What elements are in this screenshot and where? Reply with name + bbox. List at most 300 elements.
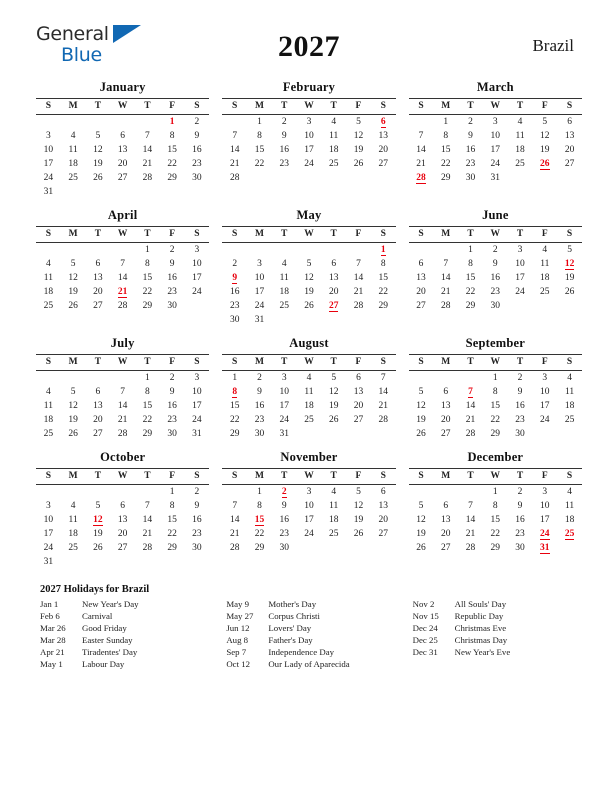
day-cell[interactable] (532, 129, 557, 143)
day-cell[interactable] (371, 485, 396, 500)
day-cell[interactable] (185, 413, 210, 427)
day-cell[interactable] (557, 413, 582, 427)
day-cell[interactable] (135, 371, 160, 386)
day-cell-holiday[interactable] (557, 257, 582, 271)
day-cell[interactable] (185, 271, 210, 285)
day-cell[interactable] (433, 115, 458, 130)
day-cell[interactable] (346, 499, 371, 513)
day-cell[interactable] (272, 285, 297, 299)
day-cell[interactable] (297, 513, 322, 527)
day-cell[interactable] (458, 243, 483, 258)
day-cell[interactable] (458, 527, 483, 541)
day-cell[interactable] (458, 427, 483, 441)
day-cell[interactable] (110, 541, 135, 555)
day-cell[interactable] (222, 299, 247, 313)
day-cell[interactable] (483, 371, 508, 386)
day-cell[interactable] (135, 499, 160, 513)
day-cell[interactable] (160, 541, 185, 555)
day-cell[interactable] (36, 513, 61, 527)
day-cell[interactable] (321, 371, 346, 386)
day-cell[interactable] (371, 157, 396, 171)
day-cell[interactable] (557, 115, 582, 130)
day-cell[interactable] (297, 399, 322, 413)
day-cell[interactable] (483, 527, 508, 541)
day-cell[interactable] (61, 499, 86, 513)
day-cell[interactable] (483, 129, 508, 143)
day-cell[interactable] (346, 485, 371, 500)
day-cell[interactable] (135, 157, 160, 171)
day-cell-holiday[interactable] (532, 157, 557, 171)
day-cell[interactable] (433, 513, 458, 527)
day-cell[interactable] (61, 171, 86, 185)
day-cell[interactable] (110, 499, 135, 513)
day-cell[interactable] (247, 371, 272, 386)
day-cell[interactable] (272, 413, 297, 427)
day-cell-holiday[interactable] (247, 513, 272, 527)
day-cell[interactable] (483, 243, 508, 258)
day-cell[interactable] (508, 427, 533, 441)
day-cell[interactable] (532, 499, 557, 513)
day-cell[interactable] (483, 115, 508, 130)
day-cell[interactable] (508, 385, 533, 399)
day-cell[interactable] (508, 271, 533, 285)
day-cell[interactable] (86, 499, 111, 513)
day-cell[interactable] (532, 399, 557, 413)
day-cell[interactable] (483, 299, 508, 313)
day-cell[interactable] (371, 499, 396, 513)
day-cell[interactable] (409, 513, 434, 527)
day-cell[interactable] (247, 413, 272, 427)
day-cell[interactable] (433, 171, 458, 185)
day-cell[interactable] (247, 399, 272, 413)
day-cell[interactable] (160, 271, 185, 285)
day-cell[interactable] (297, 485, 322, 500)
day-cell[interactable] (532, 115, 557, 130)
day-cell[interactable] (135, 427, 160, 441)
day-cell[interactable] (508, 129, 533, 143)
day-cell[interactable] (247, 143, 272, 157)
day-cell[interactable] (508, 257, 533, 271)
day-cell[interactable] (346, 129, 371, 143)
day-cell[interactable] (36, 271, 61, 285)
day-cell[interactable] (135, 257, 160, 271)
day-cell[interactable] (297, 385, 322, 399)
day-cell[interactable] (272, 129, 297, 143)
day-cell[interactable] (86, 157, 111, 171)
day-cell[interactable] (433, 413, 458, 427)
day-cell[interactable] (433, 129, 458, 143)
day-cell[interactable] (371, 371, 396, 386)
day-cell[interactable] (86, 143, 111, 157)
day-cell[interactable] (321, 485, 346, 500)
day-cell[interactable] (433, 427, 458, 441)
day-cell[interactable] (61, 271, 86, 285)
day-cell[interactable] (135, 385, 160, 399)
day-cell[interactable] (272, 257, 297, 271)
day-cell[interactable] (557, 143, 582, 157)
day-cell[interactable] (371, 413, 396, 427)
day-cell[interactable] (321, 143, 346, 157)
day-cell[interactable] (508, 499, 533, 513)
day-cell[interactable] (135, 171, 160, 185)
day-cell[interactable] (433, 299, 458, 313)
day-cell[interactable] (110, 399, 135, 413)
day-cell[interactable] (409, 541, 434, 555)
day-cell[interactable] (222, 285, 247, 299)
day-cell[interactable] (346, 271, 371, 285)
day-cell-holiday[interactable] (110, 285, 135, 299)
day-cell[interactable] (160, 527, 185, 541)
day-cell[interactable] (371, 385, 396, 399)
day-cell[interactable] (433, 385, 458, 399)
day-cell[interactable] (557, 285, 582, 299)
day-cell[interactable] (532, 257, 557, 271)
day-cell[interactable] (135, 271, 160, 285)
day-cell[interactable] (297, 413, 322, 427)
day-cell[interactable] (272, 371, 297, 386)
day-cell[interactable] (458, 399, 483, 413)
day-cell[interactable] (508, 143, 533, 157)
day-cell[interactable] (86, 541, 111, 555)
day-cell[interactable] (297, 371, 322, 386)
day-cell[interactable] (272, 385, 297, 399)
day-cell[interactable] (433, 143, 458, 157)
day-cell-holiday[interactable] (371, 115, 396, 130)
day-cell[interactable] (557, 371, 582, 386)
day-cell-holiday[interactable] (86, 513, 111, 527)
day-cell[interactable] (508, 527, 533, 541)
day-cell[interactable] (222, 499, 247, 513)
day-cell[interactable] (135, 513, 160, 527)
day-cell[interactable] (160, 499, 185, 513)
day-cell[interactable] (222, 413, 247, 427)
day-cell-holiday[interactable] (532, 541, 557, 555)
day-cell[interactable] (557, 271, 582, 285)
day-cell[interactable] (36, 257, 61, 271)
day-cell[interactable] (86, 413, 111, 427)
day-cell[interactable] (297, 299, 322, 313)
day-cell[interactable] (483, 513, 508, 527)
day-cell[interactable] (222, 371, 247, 386)
day-cell[interactable] (110, 513, 135, 527)
day-cell[interactable] (185, 371, 210, 386)
day-cell[interactable] (483, 143, 508, 157)
day-cell[interactable] (433, 541, 458, 555)
day-cell[interactable] (346, 115, 371, 130)
day-cell[interactable] (135, 413, 160, 427)
day-cell[interactable] (160, 129, 185, 143)
day-cell[interactable] (458, 143, 483, 157)
day-cell[interactable] (508, 485, 533, 500)
day-cell[interactable] (86, 527, 111, 541)
day-cell[interactable] (160, 285, 185, 299)
day-cell[interactable] (272, 143, 297, 157)
day-cell[interactable] (110, 385, 135, 399)
day-cell[interactable] (160, 413, 185, 427)
day-cell[interactable] (272, 299, 297, 313)
day-cell[interactable] (86, 129, 111, 143)
day-cell[interactable] (61, 427, 86, 441)
day-cell[interactable] (458, 257, 483, 271)
day-cell[interactable] (532, 413, 557, 427)
day-cell[interactable] (532, 243, 557, 258)
day-cell[interactable] (272, 513, 297, 527)
day-cell[interactable] (321, 499, 346, 513)
day-cell[interactable] (110, 527, 135, 541)
day-cell[interactable] (160, 385, 185, 399)
day-cell[interactable] (532, 485, 557, 500)
day-cell[interactable] (346, 385, 371, 399)
day-cell[interactable] (86, 399, 111, 413)
day-cell[interactable] (36, 555, 61, 569)
day-cell[interactable] (110, 257, 135, 271)
day-cell[interactable] (247, 541, 272, 555)
day-cell[interactable] (160, 485, 185, 500)
day-cell[interactable] (61, 157, 86, 171)
day-cell[interactable] (433, 399, 458, 413)
day-cell[interactable] (483, 271, 508, 285)
day-cell[interactable] (433, 527, 458, 541)
day-cell[interactable] (321, 513, 346, 527)
day-cell[interactable] (36, 171, 61, 185)
day-cell[interactable] (160, 399, 185, 413)
day-cell[interactable] (346, 371, 371, 386)
day-cell[interactable] (185, 485, 210, 500)
day-cell[interactable] (36, 143, 61, 157)
day-cell[interactable] (61, 129, 86, 143)
day-cell[interactable] (409, 299, 434, 313)
day-cell[interactable] (36, 285, 61, 299)
day-cell[interactable] (483, 399, 508, 413)
day-cell[interactable] (346, 527, 371, 541)
day-cell[interactable] (297, 257, 322, 271)
day-cell[interactable] (371, 257, 396, 271)
day-cell[interactable] (272, 499, 297, 513)
day-cell[interactable] (483, 285, 508, 299)
day-cell-holiday[interactable] (160, 115, 185, 130)
day-cell[interactable] (160, 143, 185, 157)
day-cell[interactable] (532, 513, 557, 527)
day-cell[interactable] (61, 513, 86, 527)
day-cell[interactable] (61, 385, 86, 399)
day-cell[interactable] (409, 129, 434, 143)
day-cell[interactable] (185, 399, 210, 413)
day-cell[interactable] (135, 527, 160, 541)
day-cell[interactable] (36, 385, 61, 399)
day-cell[interactable] (247, 427, 272, 441)
day-cell[interactable] (247, 527, 272, 541)
day-cell[interactable] (508, 399, 533, 413)
day-cell[interactable] (433, 271, 458, 285)
day-cell[interactable] (160, 171, 185, 185)
day-cell[interactable] (185, 115, 210, 130)
day-cell[interactable] (346, 157, 371, 171)
day-cell[interactable] (371, 143, 396, 157)
day-cell[interactable] (36, 427, 61, 441)
day-cell[interactable] (36, 299, 61, 313)
day-cell[interactable] (61, 527, 86, 541)
day-cell[interactable] (433, 499, 458, 513)
day-cell[interactable] (185, 541, 210, 555)
day-cell[interactable] (222, 527, 247, 541)
day-cell[interactable] (508, 243, 533, 258)
day-cell[interactable] (321, 285, 346, 299)
day-cell[interactable] (297, 285, 322, 299)
day-cell[interactable] (346, 413, 371, 427)
day-cell[interactable] (110, 413, 135, 427)
day-cell[interactable] (458, 129, 483, 143)
day-cell[interactable] (483, 427, 508, 441)
day-cell[interactable] (110, 271, 135, 285)
day-cell[interactable] (247, 115, 272, 130)
day-cell-holiday[interactable] (409, 171, 434, 185)
day-cell[interactable] (371, 399, 396, 413)
day-cell[interactable] (321, 399, 346, 413)
day-cell[interactable] (458, 115, 483, 130)
day-cell[interactable] (110, 427, 135, 441)
day-cell[interactable] (36, 129, 61, 143)
day-cell[interactable] (110, 129, 135, 143)
day-cell-holiday[interactable] (557, 527, 582, 541)
day-cell[interactable] (371, 129, 396, 143)
day-cell[interactable] (36, 413, 61, 427)
day-cell[interactable] (222, 399, 247, 413)
day-cell[interactable] (458, 299, 483, 313)
day-cell[interactable] (321, 413, 346, 427)
day-cell[interactable] (346, 285, 371, 299)
day-cell-holiday[interactable] (458, 385, 483, 399)
day-cell[interactable] (222, 427, 247, 441)
day-cell[interactable] (508, 157, 533, 171)
day-cell[interactable] (297, 115, 322, 130)
day-cell[interactable] (458, 541, 483, 555)
day-cell[interactable] (61, 399, 86, 413)
day-cell[interactable] (297, 499, 322, 513)
day-cell[interactable] (557, 399, 582, 413)
day-cell[interactable] (272, 115, 297, 130)
day-cell[interactable] (458, 171, 483, 185)
day-cell[interactable] (272, 157, 297, 171)
day-cell[interactable] (247, 271, 272, 285)
day-cell[interactable] (36, 541, 61, 555)
day-cell[interactable] (483, 257, 508, 271)
day-cell[interactable] (222, 541, 247, 555)
day-cell-holiday[interactable] (371, 243, 396, 258)
day-cell[interactable] (557, 385, 582, 399)
day-cell[interactable] (222, 143, 247, 157)
day-cell[interactable] (346, 399, 371, 413)
day-cell-holiday[interactable] (222, 271, 247, 285)
day-cell[interactable] (247, 385, 272, 399)
day-cell[interactable] (160, 157, 185, 171)
day-cell[interactable] (247, 129, 272, 143)
day-cell[interactable] (433, 157, 458, 171)
day-cell[interactable] (135, 129, 160, 143)
day-cell[interactable] (110, 157, 135, 171)
day-cell[interactable] (160, 427, 185, 441)
day-cell[interactable] (409, 285, 434, 299)
day-cell[interactable] (110, 299, 135, 313)
day-cell[interactable] (222, 171, 247, 185)
day-cell[interactable] (247, 299, 272, 313)
day-cell[interactable] (86, 427, 111, 441)
day-cell[interactable] (160, 371, 185, 386)
day-cell[interactable] (135, 243, 160, 258)
day-cell[interactable] (135, 285, 160, 299)
day-cell[interactable] (483, 499, 508, 513)
day-cell[interactable] (409, 413, 434, 427)
day-cell[interactable] (297, 271, 322, 285)
day-cell[interactable] (532, 285, 557, 299)
day-cell[interactable] (557, 485, 582, 500)
day-cell[interactable] (458, 271, 483, 285)
day-cell[interactable] (272, 427, 297, 441)
day-cell[interactable] (321, 157, 346, 171)
day-cell[interactable] (86, 271, 111, 285)
day-cell[interactable] (86, 285, 111, 299)
day-cell[interactable] (458, 413, 483, 427)
day-cell[interactable] (321, 527, 346, 541)
day-cell[interactable] (458, 157, 483, 171)
day-cell[interactable] (185, 157, 210, 171)
day-cell[interactable] (110, 171, 135, 185)
day-cell[interactable] (557, 243, 582, 258)
day-cell[interactable] (247, 485, 272, 500)
day-cell[interactable] (321, 385, 346, 399)
day-cell[interactable] (185, 499, 210, 513)
day-cell[interactable] (532, 143, 557, 157)
day-cell[interactable] (36, 157, 61, 171)
day-cell[interactable] (247, 157, 272, 171)
day-cell[interactable] (61, 413, 86, 427)
day-cell[interactable] (433, 257, 458, 271)
day-cell-holiday[interactable] (272, 485, 297, 500)
day-cell[interactable] (409, 271, 434, 285)
day-cell-holiday[interactable] (222, 385, 247, 399)
day-cell[interactable] (458, 513, 483, 527)
day-cell[interactable] (185, 527, 210, 541)
day-cell[interactable] (483, 413, 508, 427)
day-cell[interactable] (272, 271, 297, 285)
day-cell[interactable] (86, 257, 111, 271)
day-cell[interactable] (160, 513, 185, 527)
day-cell[interactable] (86, 385, 111, 399)
day-cell[interactable] (346, 143, 371, 157)
day-cell[interactable] (185, 143, 210, 157)
day-cell[interactable] (185, 385, 210, 399)
day-cell[interactable] (185, 257, 210, 271)
day-cell[interactable] (297, 129, 322, 143)
day-cell[interactable] (110, 143, 135, 157)
day-cell[interactable] (222, 313, 247, 327)
day-cell[interactable] (185, 243, 210, 258)
day-cell[interactable] (185, 427, 210, 441)
day-cell[interactable] (61, 285, 86, 299)
day-cell[interactable] (508, 285, 533, 299)
day-cell[interactable] (409, 499, 434, 513)
day-cell[interactable] (346, 513, 371, 527)
day-cell[interactable] (557, 499, 582, 513)
day-cell[interactable] (409, 385, 434, 399)
day-cell[interactable] (86, 171, 111, 185)
day-cell[interactable] (160, 243, 185, 258)
day-cell[interactable] (297, 143, 322, 157)
day-cell[interactable] (185, 129, 210, 143)
day-cell[interactable] (483, 385, 508, 399)
day-cell[interactable] (247, 257, 272, 271)
day-cell[interactable] (532, 371, 557, 386)
day-cell[interactable] (321, 271, 346, 285)
